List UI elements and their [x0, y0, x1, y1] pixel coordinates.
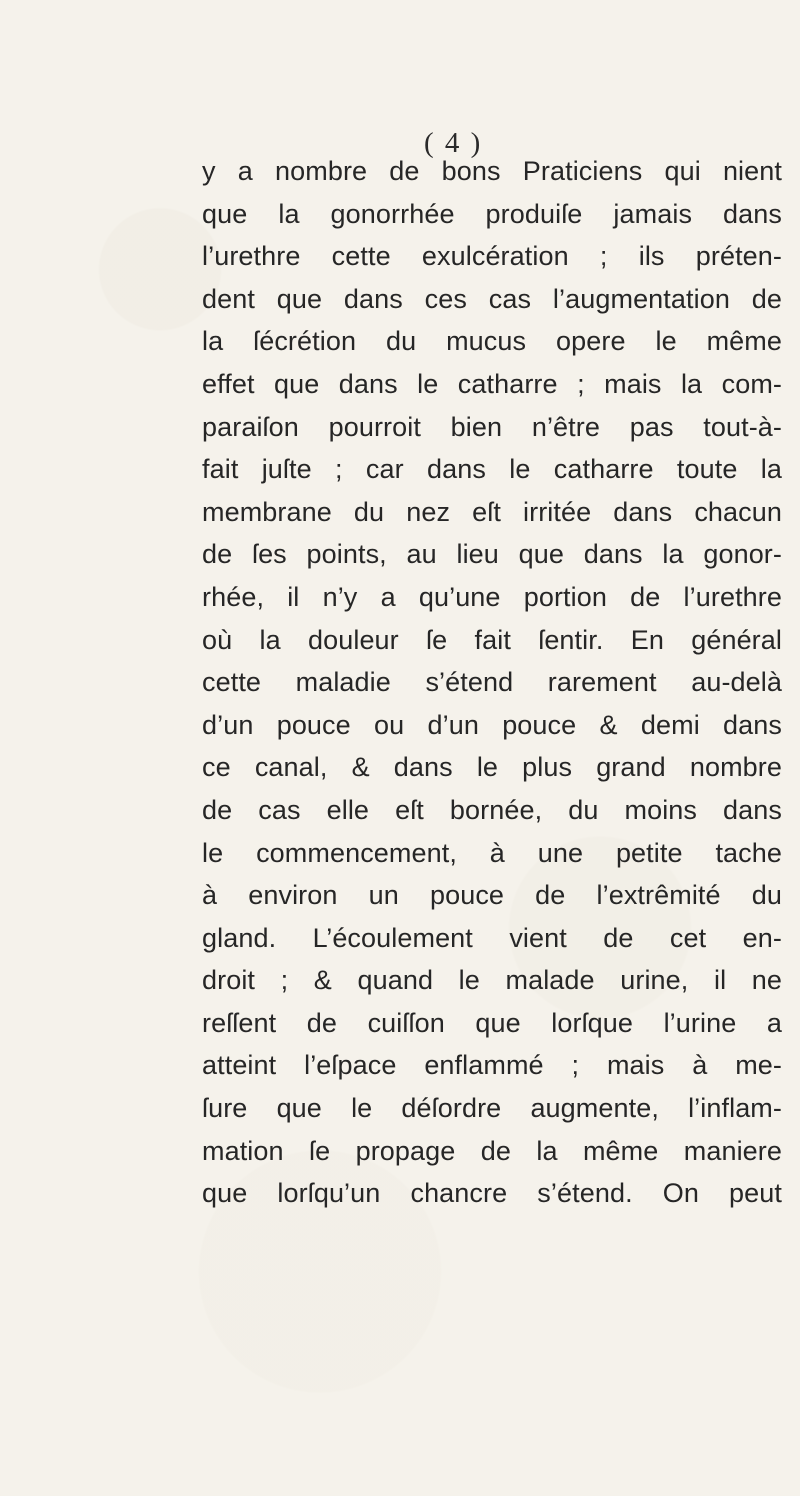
text-line: ce canal, & dans le plus grand nombre	[202, 752, 782, 783]
text-line: rhée, il n’y a qu’une portion de l’urethre	[202, 581, 782, 612]
body-text	[202, 150, 782, 1215]
text-line: gland. L’écoulement vient de cet en-	[202, 922, 782, 953]
text-line: la ſécrétion du mucus opere le même	[202, 326, 782, 357]
text-line: cette maladie s’étend rarement au-delà	[202, 667, 782, 698]
text-line: membrane du nez eſt irritée dans chacun	[202, 496, 782, 527]
text-line: l’urethre cette exulcération ; ils préten-	[202, 241, 782, 272]
text-line: le commencement, à une petite tache	[202, 837, 782, 868]
text-line: d’un pouce ou d’un pouce & demi dans	[202, 709, 782, 740]
text-line: que la gonorrhée produiſe jamais dans	[202, 198, 782, 229]
text-line: que lorſqu’un chancre s’étend. On peut	[202, 1178, 782, 1209]
text-line: reſſent de cuiſſon que lorſque l’urine a	[202, 1007, 782, 1038]
text-line: fait juſte ; car dans le catharre toute la	[202, 454, 782, 485]
text-line: paraiſon pourroit bien n’être pas tout-à-	[202, 411, 782, 442]
text-line: mation ſe propage de la même maniere	[202, 1135, 782, 1166]
text-line: de cas elle eſt bornée, du moins dans	[202, 794, 782, 825]
text-line: où la douleur ſe fait ſentir. En général	[202, 624, 782, 655]
text-line: atteint l’eſpace enflammé ; mais à me-	[202, 1050, 782, 1081]
text-line: droit ; & quand le malade urine, il ne	[202, 965, 782, 996]
text-line: dent que dans ces cas l’augmentation de	[202, 283, 782, 314]
text-line: à environ un pouce de l’extrêmité du	[202, 880, 782, 911]
text-line: de ſes points, au lieu que dans la gonor-	[202, 539, 782, 570]
text-line: ſure que le déſordre augmente, l’inflam-	[202, 1093, 782, 1124]
text-line: effet que dans le catharre ; mais la com-	[202, 368, 782, 399]
text-line: y a nombre de bons Praticiens qui nient	[202, 156, 782, 186]
page-number: ( 4 )	[424, 127, 483, 159]
